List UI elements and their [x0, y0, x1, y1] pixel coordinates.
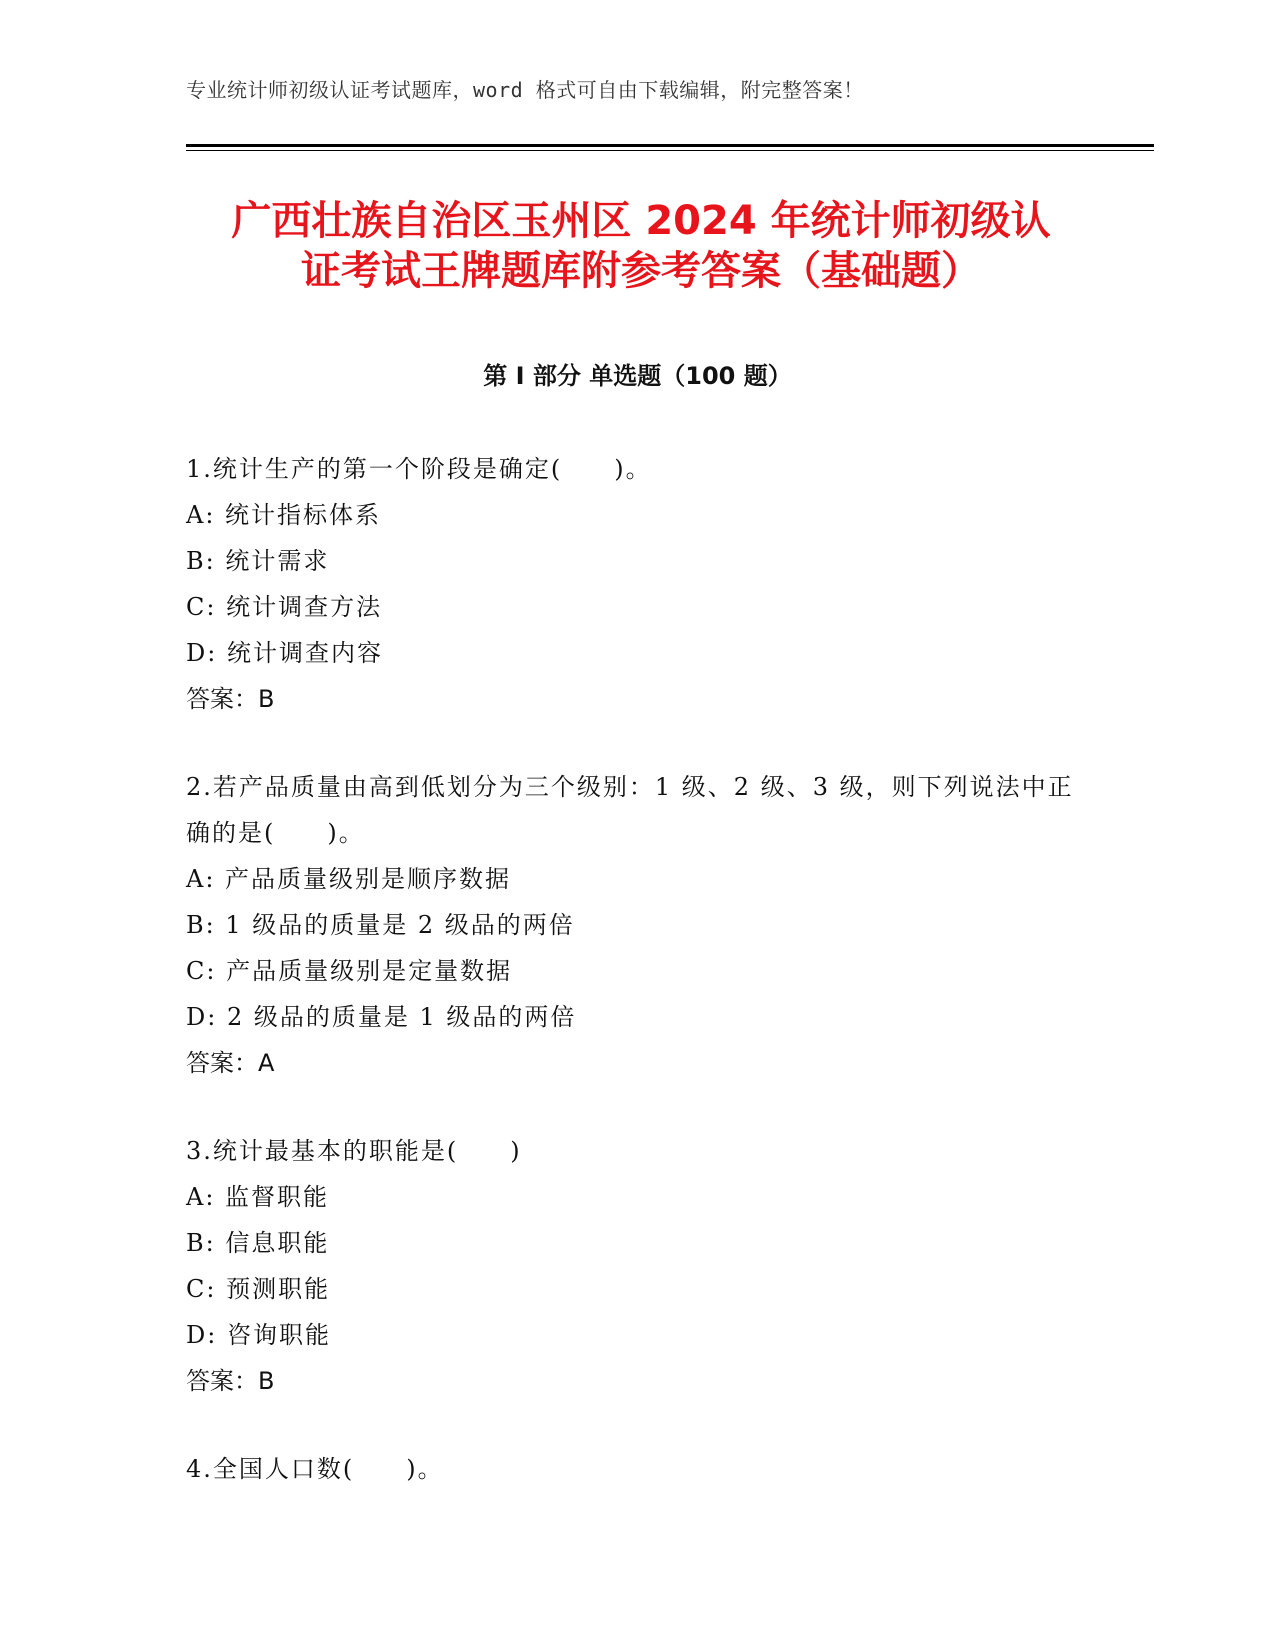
document-title-line-1: 广西壮族自治区玉州区 2024 年统计师初级认 — [231, 198, 1051, 244]
option-a: A: 统计指标体系 — [186, 501, 382, 529]
question-3 — [186, 1128, 1086, 1404]
section-heading: 第 I 部分 单选题（100 题） — [483, 362, 792, 390]
option-d: D: 2 级品的质量是 1 级品的两倍 — [186, 1003, 577, 1031]
option-a: A: 监督职能 — [186, 1183, 330, 1211]
option-d: D: 咨询职能 — [186, 1321, 331, 1349]
option-b: B: 1 级品的质量是 2 级品的两倍 — [186, 911, 575, 939]
option-c: C: 产品质量级别是定量数据 — [186, 957, 513, 985]
header-note: 专业统计师初级认证考试题库，word 格式可自由下载编辑，附完整答案！ — [186, 78, 864, 102]
document-title-line-2: 证考试王牌题库附参考答案（基础题） — [301, 248, 981, 294]
option-b: B: 信息职能 — [186, 1229, 330, 1257]
question-2 — [186, 764, 1086, 1086]
question-1 — [186, 446, 1086, 722]
option-c: C: 预测职能 — [186, 1275, 331, 1303]
option-c: C: 统计调查方法 — [186, 593, 383, 621]
header-divider-thick — [186, 144, 1154, 147]
option-a: A: 产品质量级别是顺序数据 — [186, 865, 512, 893]
answer-line: 答案：B — [186, 1367, 275, 1395]
question-stem: 1.统计生产的第一个阶段是确定( )。 — [186, 455, 652, 483]
question-4 — [186, 1446, 1086, 1492]
option-d: D: 统计调查内容 — [186, 639, 383, 667]
question-list — [186, 446, 1086, 1534]
answer-line: 答案：B — [186, 685, 275, 713]
question-stem: 3.统计最基本的职能是( ) — [186, 1137, 522, 1165]
option-b: B: 统计需求 — [186, 547, 330, 575]
document-title — [186, 196, 1096, 296]
answer-line: 答案：A — [186, 1049, 275, 1077]
question-stem: 4.全国人口数( )。 — [186, 1455, 444, 1483]
question-stem: 2.若产品质量由高到低划分为三个级别：1 级、2 级、3 级，则下列说法中正确的是( )。 — [186, 773, 1074, 847]
header-divider-thin — [186, 150, 1154, 151]
